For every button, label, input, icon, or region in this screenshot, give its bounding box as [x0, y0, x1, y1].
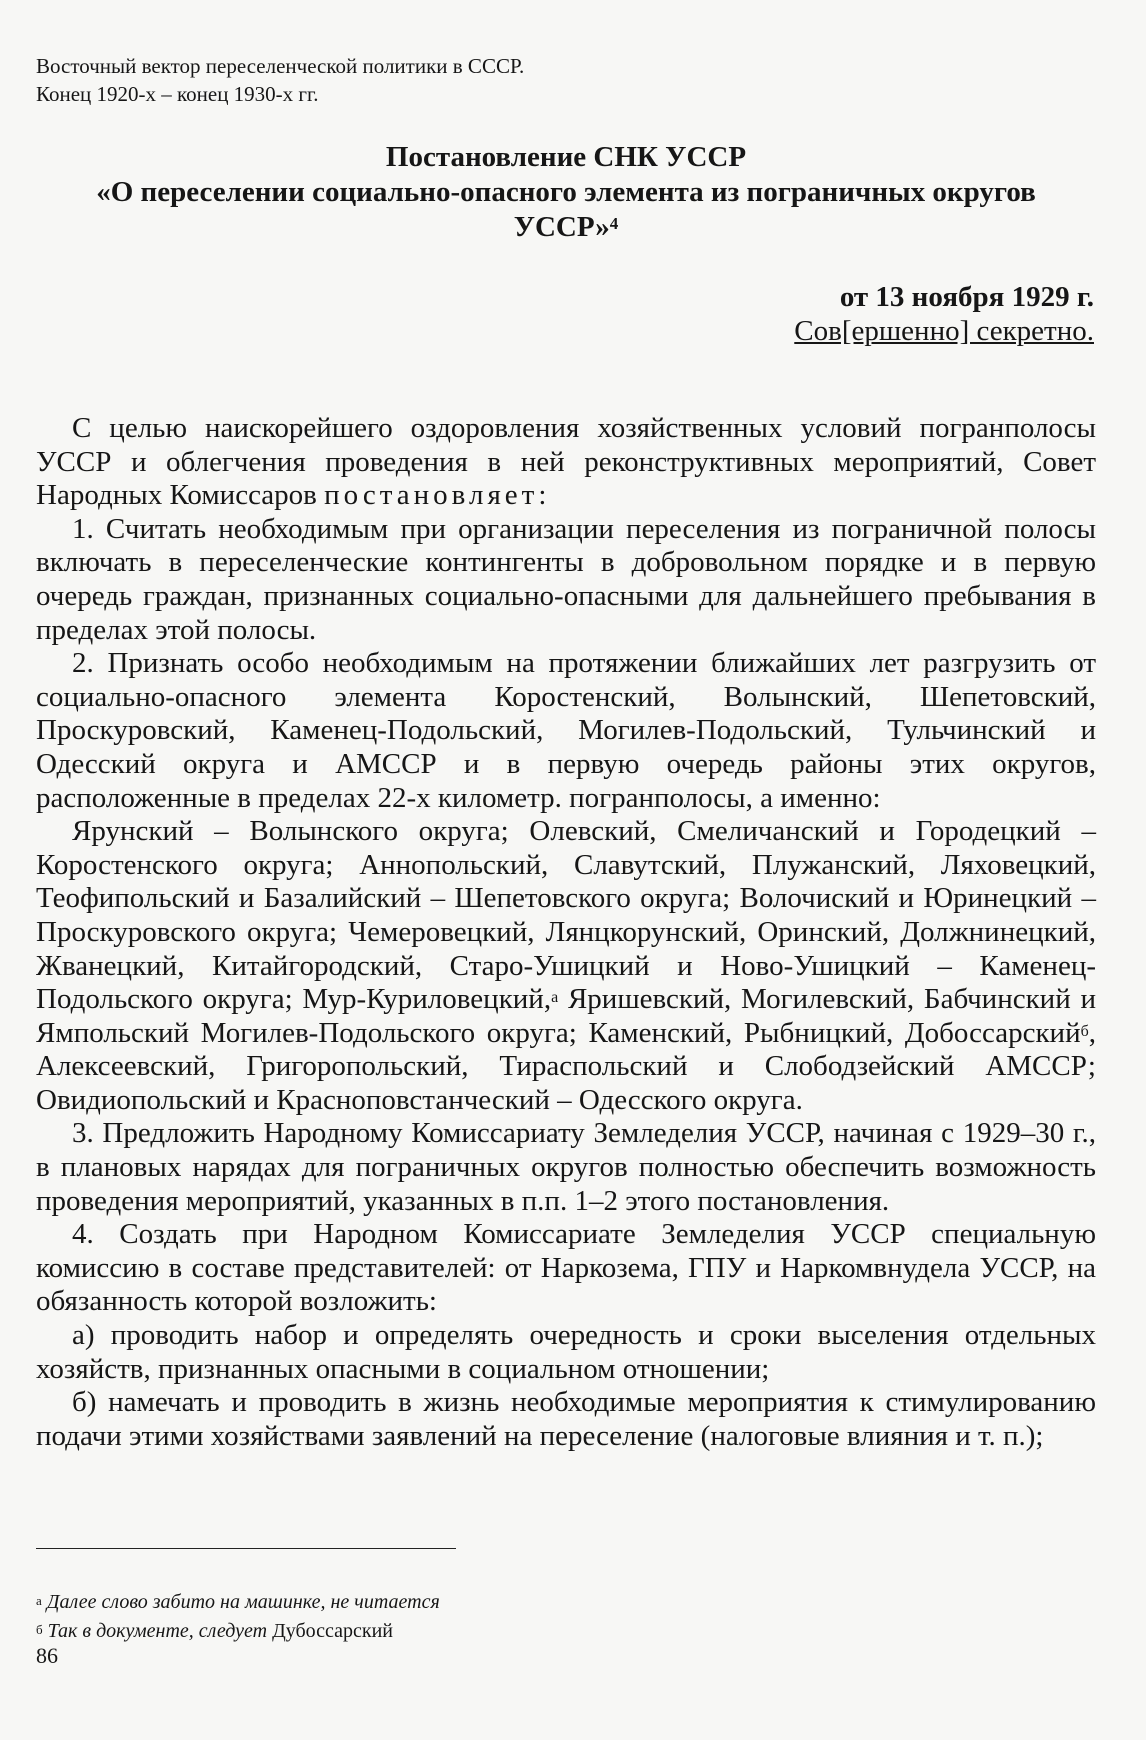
- footnote-ref-b: б: [1080, 1022, 1089, 1040]
- footnotes: [36, 1588, 440, 1646]
- paragraph-4: 4. Создать при Народном Комиссариате Земледелия УССР специальную комиссию в составе представителей: от Наркозема, ГПУ и Наркомвнудела УССР, на обязанность которой возложить:: [36, 1218, 1096, 1318]
- paragraph-2: 2. Признать особо необходимым на протяжении ближайших лет разгрузить от социально-опасного элемента Коростенский, Волынский, Шепетовский, Проскуровский, Каменец-Подольский, Могилев-Подольский, Тульчинский и Одесский округа и АМССР и в первую очередь районы этих округов, расположенные в пределах 22-х километр. погранполосы, а именно:: [36, 647, 1096, 814]
- paragraph-1: 1. Считать необходимым при организации переселения из пограничной полосы включать в переселенческие контингенты в добровольном порядке и в первую очередь граждан, признанных социально-опасными для дальнейшего пребывания в пределах этой полосы.: [36, 512, 1096, 646]
- footnote-b-text-plain: Дубоссарский: [267, 1620, 393, 1642]
- footnote-ref-a: а: [551, 989, 559, 1007]
- running-header: [36, 52, 524, 108]
- footnote-b-text-italic: Так в документе, следует: [47, 1620, 268, 1642]
- districts-text-b: Яришевский, Могилевский, Бабчинский и Ямпольский Могилев-Подольского округа; Каменский, Рыбницкий, Добоссарский: [36, 983, 1096, 1049]
- page-number: 86: [36, 1643, 58, 1668]
- districts-paragraph: [36, 815, 1096, 1117]
- running-header-line-2: Конец 1920-х – конец 1930-х гг.: [36, 82, 319, 106]
- footnote-divider: [36, 1548, 456, 1549]
- title-line-1: Постановление СНК УССР: [385, 141, 747, 173]
- running-header-line-1: Восточный вектор переселенческой политики в СССР.: [36, 54, 525, 78]
- date-block: [794, 280, 1094, 348]
- footnote-a-text: Далее слово забито на машинке, не читается: [46, 1591, 440, 1613]
- paragraph-3: 3. Предложить Народному Комиссариату Земледелия УССР, начиная с 1929–30 г., в плановых нарядах для пограничных округов полностью обеспечить возможность проведения мероприятий, указанных в п.п. 1–2 этого постановления.: [36, 1117, 1096, 1217]
- document-title: [36, 140, 1096, 245]
- title-note-ref: 4: [609, 214, 619, 233]
- title-line-3: [36, 210, 1096, 245]
- footnote-b: [36, 1617, 440, 1646]
- districts-text-c: , Алексеевский, Григоропольский, Тираспольский и Слободзейский АМССР; Овидиопольский и Красноповстанческий – Одесского округа.: [36, 1016, 1096, 1116]
- intro-text: С целью наискорейшего оздоровления хозяйственных условий погранполосы УССР и облегчения проведения в ней реконструктивных мероприятий, Совет Народных Комиссаров: [36, 412, 1096, 512]
- footnote-a-mark: а: [36, 1593, 42, 1608]
- intro-paragraph: [36, 412, 1096, 513]
- secrecy-stamp: Сов[ершенно] секретно.: [794, 315, 1094, 347]
- document-body: [36, 412, 1096, 1453]
- title-line-2: «О переселении социально-опасного элемента из пограничных округов: [96, 176, 1036, 208]
- document-page: [36, 0, 1096, 1740]
- document-date: от 13 ноября 1929 г.: [839, 281, 1094, 313]
- districts-text-a: Ярунский – Волынского округа; Олевский, Смеличанский и Городецкий – Коростенского округа; Аннопольский, Славутский, Плужанский, Ляховецкий, Теофипольский и Базалийский – Шепетовского округа; Волочиский и Юринецкий – Проскуровского округа; Чемеровецкий, Лянцкорунский, Оринский, Должнинецкий, Жванецкий, Китайгородский, Старо-Ушицкий и Ново-Ушицкий – Каменец-Подольского округа; Мур-Куриловецкий,: [36, 815, 1096, 1016]
- paragraph-4b: б) намечать и проводить в жизнь необходимые мероприятия к стимулированию подачи этими хозяйствами заявлений на переселение (налоговые влияния и т. п.);: [36, 1386, 1096, 1452]
- paragraph-4a: а) проводить набор и определять очередность и сроки выселения отдельных хозяйств, признанных опасными в социальном отношении;: [36, 1319, 1096, 1385]
- footnote-a: [36, 1588, 440, 1617]
- footnote-b-mark: б: [36, 1622, 43, 1637]
- decree-word: постановляет:: [324, 479, 551, 512]
- title-line-3-text: УССР»: [513, 211, 610, 243]
